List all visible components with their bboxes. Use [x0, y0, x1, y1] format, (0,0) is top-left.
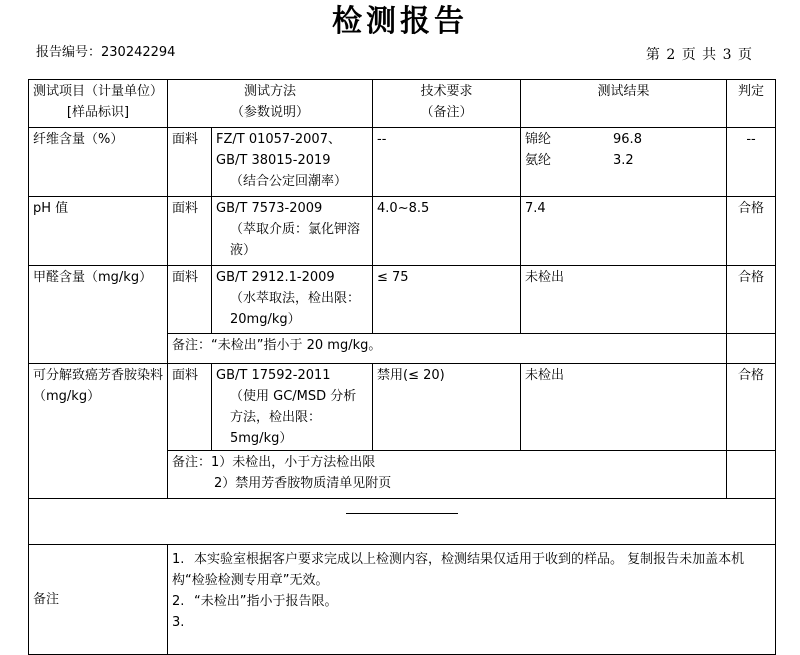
table-header-row — [29, 80, 776, 128]
page-indicator: 第 2 页 共 3 页 — [645, 47, 752, 63]
header-item-line1: 测试项目（计量单位） — [33, 84, 164, 99]
fiber-name: 氨纶 — [525, 153, 552, 168]
test-method — [212, 266, 373, 334]
requirement: 4.0~8.5 — [373, 197, 521, 266]
fiber-value: 96.8 — [613, 132, 642, 147]
table-row — [29, 364, 776, 451]
method-note: （结合公定回潮率） — [230, 174, 348, 189]
test-method — [212, 197, 373, 266]
test-item: pH 值 — [29, 197, 168, 266]
sample-label: 面料 — [168, 266, 212, 334]
header-item-line2: [样品标识] — [66, 105, 130, 120]
note-number: 3. — [172, 615, 185, 630]
header-test-method — [168, 80, 373, 128]
result-line — [525, 129, 722, 150]
method-note: （使用 GC/MSD 分析方法，检出限：5mg/kg） — [230, 389, 357, 446]
table-row — [29, 266, 776, 334]
sample-label: 面料 — [168, 364, 212, 451]
method-standard: GB/T 17592-2011 — [216, 368, 331, 383]
notes-label: 备注 — [29, 545, 168, 655]
test-result: 7.4 — [521, 197, 727, 266]
fiber-name: 锦纶 — [525, 132, 552, 147]
note-number: 2. — [172, 594, 185, 609]
header-result: 测试结果 — [521, 80, 727, 128]
fiber-value: 3.2 — [613, 153, 634, 168]
verdict: -- — [727, 128, 776, 197]
test-result — [521, 128, 727, 197]
note-item — [172, 612, 771, 633]
sample-label: 面料 — [168, 197, 212, 266]
result-line — [525, 150, 722, 171]
header-verdict: 判定 — [727, 80, 776, 128]
header-method-line1: 测试方法 — [244, 84, 297, 99]
header-method-line2: （参数说明） — [231, 105, 310, 120]
requirement: 禁用(≤ 20) — [373, 364, 521, 451]
method-note: （水萃取法，检出限：20mg/kg） — [230, 291, 361, 327]
test-item: 可分解致癌芳香胺染料（mg/kg） — [29, 364, 168, 499]
method-standard: GB/T 7573-2009 — [216, 201, 323, 216]
row-remark: 备注：“未检出”指小于 20 mg/kg。 — [168, 334, 727, 364]
report-number: 报告编号：230242294 — [36, 45, 176, 60]
test-result: 未检出 — [521, 364, 727, 451]
header-requirement — [373, 80, 521, 128]
test-item: 纤维含量（%） — [29, 128, 168, 197]
test-results-table — [28, 79, 776, 655]
remark-line: 备注：1）未检出，小于方法检出限 — [172, 455, 376, 470]
note-text: “未检出”指小于报告限。 — [194, 594, 338, 609]
test-method — [212, 364, 373, 451]
method-standard: FZ/T 01057-2007、GB/T 38015-2019 — [216, 132, 341, 168]
verdict: 合格 — [727, 266, 776, 334]
test-result: 未检出 — [521, 266, 727, 334]
note-number: 1. — [172, 552, 185, 567]
empty-cell — [727, 451, 776, 499]
end-of-results-line — [346, 513, 458, 514]
requirement: -- — [373, 128, 521, 197]
sample-label: 面料 — [168, 128, 212, 197]
header-req-line1: 技术要求 — [420, 84, 473, 99]
note-text: 本实验室根据客户要求完成以上检测内容，检测结果仅适用于收到的样品。 复制报告未加盖本机构“检验检测专用章”无效。 — [172, 552, 745, 588]
header-test-item — [29, 80, 168, 128]
end-of-results-row — [29, 499, 776, 545]
report-title: 检测报告 — [332, 4, 468, 39]
method-note: （萃取介质：氯化钾溶液） — [230, 222, 361, 258]
table-row — [29, 128, 776, 197]
header-req-line2: （备注） — [420, 105, 473, 120]
requirement: ≤ 75 — [373, 266, 521, 334]
empty-cell — [727, 334, 776, 364]
method-standard: GB/T 2912.1-2009 — [216, 270, 335, 285]
end-separator-cell — [29, 499, 776, 545]
notes-row — [29, 545, 776, 655]
test-item: 甲醛含量（mg/kg） — [29, 266, 168, 364]
verdict: 合格 — [727, 364, 776, 451]
verdict: 合格 — [727, 197, 776, 266]
note-item — [172, 549, 771, 591]
table-row — [29, 197, 776, 266]
remark-line: 2）禁用芳香胺物质清单见附页 — [214, 476, 392, 491]
notes-content — [168, 545, 776, 655]
note-item — [172, 591, 771, 612]
row-remark — [168, 451, 727, 499]
test-method — [212, 128, 373, 197]
